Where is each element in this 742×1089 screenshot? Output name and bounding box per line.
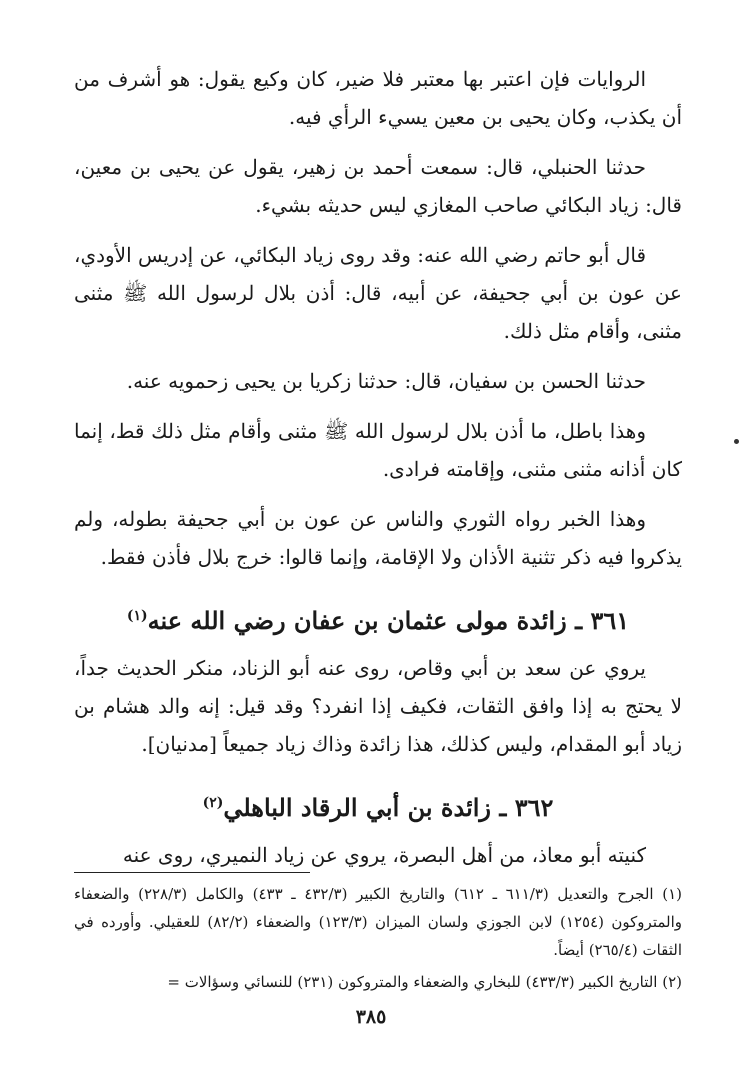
footnote-1: (١) الجرح والتعديل (٦١١/٣ ـ ٦١٢) والتاريخ الكبير (٤٣٢/٣ ـ ٤٣٣) والكامل (٢٢٨/٣) والضعفاء والمتروكون (١٢٥٤) لابن الجوزي ولسان الميزان (١٢٣/٣) والضعفاء (٨٢/٢) للعقيلي. وأورده في الثقات (٢٦٥/٤) أيضاً. — [74, 885, 682, 959]
entry-362-heading — [74, 783, 682, 828]
page-number: ٣٨٥ — [355, 1006, 387, 1028]
paragraph-2: حدثنا الحنبلي، قال: سمعت أحمد بن زهير، يقول عن يحيى بن معين، قال: زياد البكائي صاحب المغازي ليس حديثه بشيء. — [74, 155, 682, 217]
entry-362-text: كنيته أبو معاذ، من أهل البصرة، يروي عن زياد النميري، روى عنه — [122, 843, 646, 867]
entry-362-footnote-ref[interactable]: (٢) — [202, 795, 224, 811]
entry-361-footnote-ref[interactable]: (١) — [126, 608, 148, 624]
entry-362-title: ٣٦٢ ـ زائدة بن أبي الرقاد الباهلي — [223, 793, 554, 822]
entry-361-title: ٣٦١ ـ زائدة مولى عثمان بن عفان رضي الله عنه — [147, 606, 630, 635]
paragraph-4: حدثنا الحسن بن سفيان، قال: حدثنا زكريا بن يحيى زحمويه عنه. — [126, 369, 646, 393]
entry-361-text: يروي عن سعد بن أبي وقاص، روى عنه أبو الزناد، منكر الحديث جداً، لا يحتج به إذا وافق الثقات، فكيف إذا انفرد؟ وقد قيل: إنه والد هشام بن زياد أبو المقدام، وليس كذلك، هذا زائدة وذاك زياد جميعاً [مدنيان]. — [74, 656, 682, 756]
paragraph-6: وهذا الخبر رواه الثوري والناس عن عون بن أبي جحيفة بطوله، ولم يذكروا فيه ذكر تثنية الأذان ولا الإقامة، وإنما قالوا: خرج بلال فأذن فقط. — [74, 507, 682, 569]
entry-361-heading — [74, 596, 682, 641]
margin-mark — [734, 439, 739, 444]
footnotes — [74, 880, 682, 1000]
paragraph-3: قال أبو حاتم رضي الله عنه: وقد روى زياد البكائي، عن إدريس الأودي، عن عون بن أبي جحيفة، عن أبيه، قال: أذن بلال لرسول الله ﷺ مثنى مثنى، وأقام مثل ذلك. — [74, 243, 682, 343]
paragraph-5: وهذا باطل، ما أذن بلال لرسول الله ﷺ مثنى وأقام مثل ذلك قط، إنما كان أذانه مثنى مثنى، وإقامته فرادى. — [74, 419, 682, 481]
footnote-2: (٢) التاريخ الكبير (٤٣٣/٣) للبخاري والضعفاء والمتروكون (٢٣١) للنسائي وسؤالات = — [167, 973, 682, 991]
paragraph-1: الروايات فإن اعتبر بها معتبر فلا ضير، كان وكيع يقول: هو أشرف من أن يكذب، وكان يحيى بن معين يسيء الرأي فيه. — [74, 67, 682, 129]
page-body — [74, 60, 682, 886]
footnote-divider — [74, 872, 310, 873]
